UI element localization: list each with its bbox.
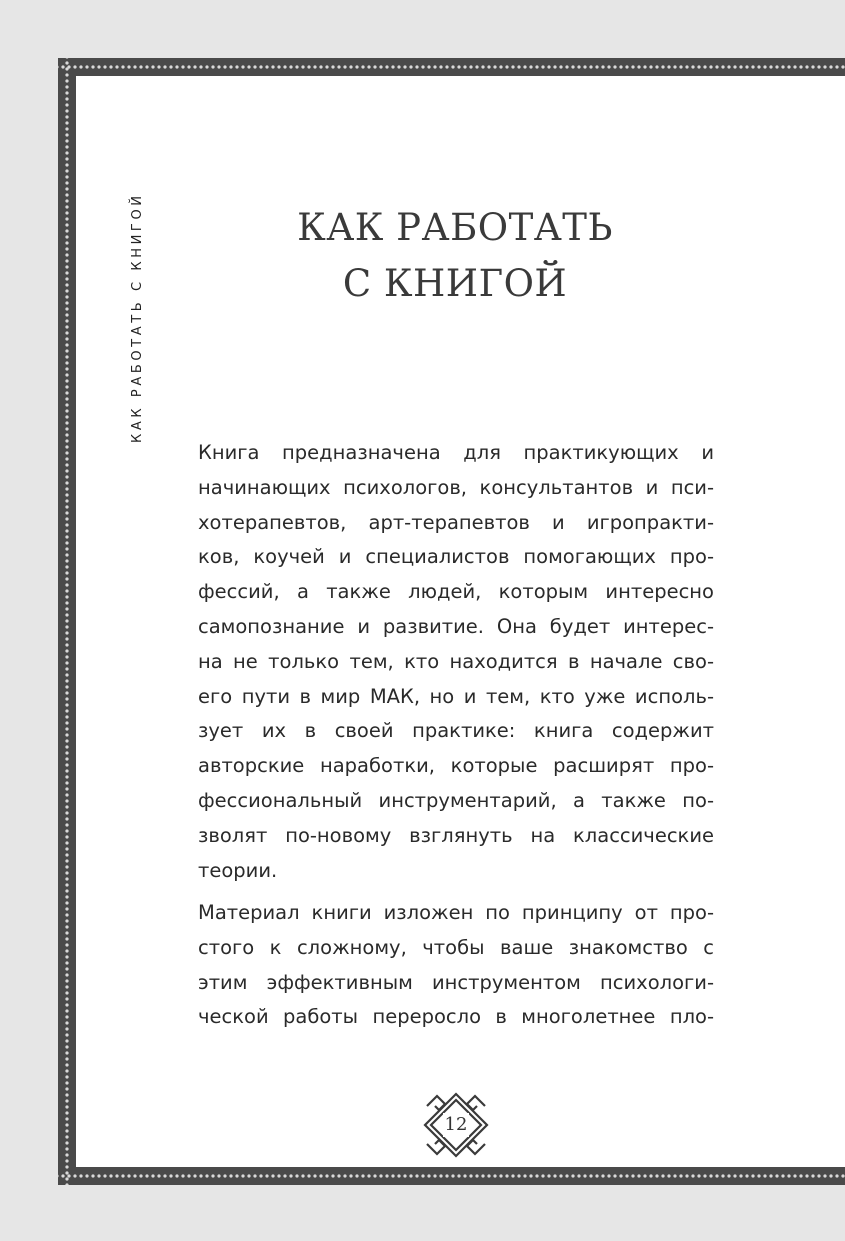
text-line: зволят по-новому взглянуть на классические <box>198 823 714 847</box>
chapter-title <box>200 200 710 312</box>
text-line: стого к сложному, чтобы ваше знакомство с <box>198 935 714 959</box>
page-number-ornament <box>421 1090 491 1160</box>
paragraph-1 <box>198 436 714 888</box>
text-line: самопознание и развитие. Она будет интерес- <box>198 614 714 638</box>
running-header: КАК РАБОТАТЬ С КНИГОЙ <box>130 192 145 443</box>
text-line: авторские наработки, которые расширят про- <box>198 754 714 778</box>
chapter-title-line-1: КАК РАБОТАТЬ <box>297 206 613 249</box>
text-line: на не только тем, кто находится в начале сво- <box>198 649 714 673</box>
text-line: этим эффективным инструментом психологи- <box>198 970 714 994</box>
text-line: фессиональный инструментарий, а также по- <box>198 788 714 812</box>
border-beads-bottom <box>58 1167 845 1185</box>
text-line: начинающих психологов, консультантов и пси- <box>198 475 714 499</box>
text-line: Материал книги изложен по принципу от про- <box>198 901 714 924</box>
page-number: 12 <box>444 1114 468 1135</box>
text-line: теории. <box>198 858 278 882</box>
border-beads-left <box>58 58 76 1185</box>
chapter-title-line-2: С КНИГОЙ <box>342 262 568 305</box>
text-line: его пути в мир МАК, но и тем, кто уже исполь- <box>198 684 714 708</box>
text-line: ческой работы переросло в многолетнее пло- <box>198 1005 714 1029</box>
text-line: Книга предназначена для практикующих и <box>198 441 714 464</box>
text-line: зует их в своей практике: книга содержит <box>198 719 714 743</box>
border-beads-top <box>58 58 845 76</box>
text-line: хотерапевтов, арт-терапевтов и игропракти- <box>198 510 714 534</box>
text-line: фессий, а также людей, которым интересно <box>198 580 714 604</box>
text-line: ков, коучей и специалистов помогающих про- <box>198 545 714 569</box>
paragraph-2 <box>198 896 714 1035</box>
